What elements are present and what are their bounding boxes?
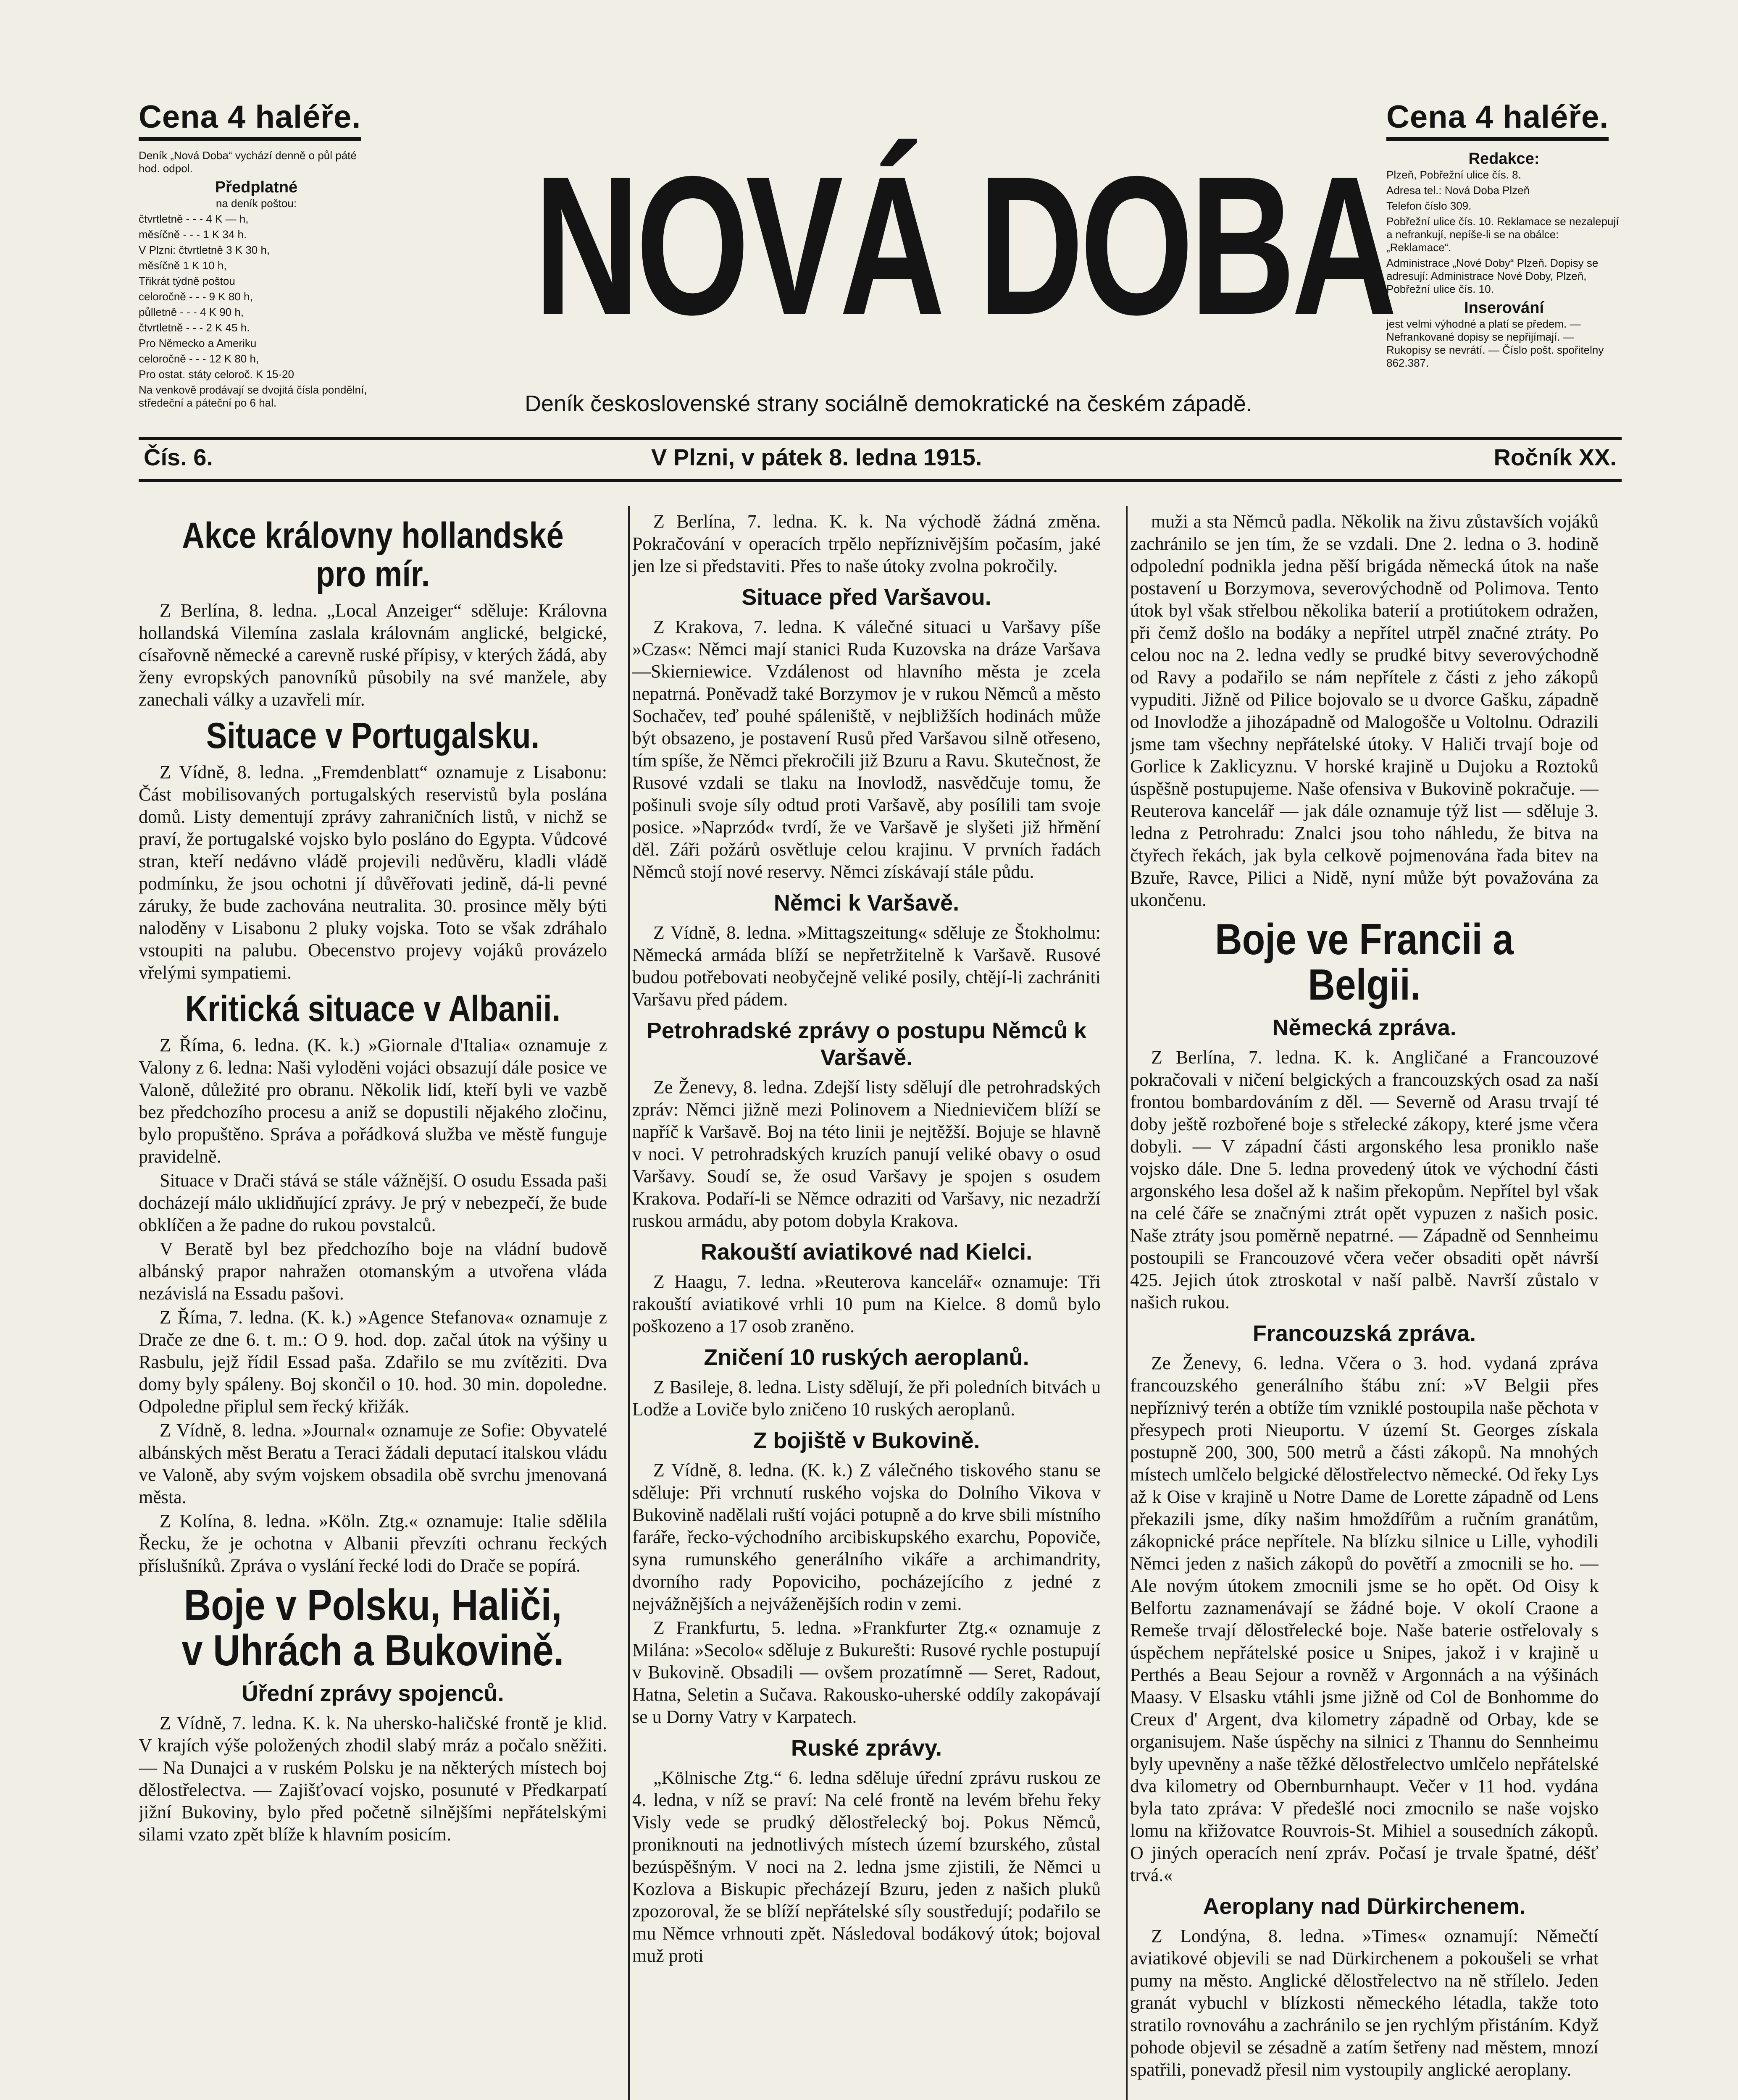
price-line: celoročně - - - 9 K 80 h, [139, 290, 253, 303]
issue-number: Čís. 6. [144, 444, 213, 470]
subheadline: Z bojiště v Bukovině. [753, 1428, 980, 1453]
headline: Akce královny hollandské pro mír. [182, 515, 564, 594]
article-text: Z Vídně, 8. ledna. „Fremdenblatt“ oznamuje z Lisabonu: Část mobilisovaných portugalských reservistů byla poslána domů. Listy dementují zprávy zahraničních listů, v nichž se praví, že portugalské vojsko bylo posláno do Egypta. Vůdcové stran, kteří nedávno vládě projevili nedůvěru, kladli vládě podmínku, že jsou ochotni jí důvěřovati jedině, dá-li pevné záruky, že bude zachována neutralita. 30. prosince měly býti naloděny v Lisabonu 2 pluky vojska. Toto se však zdráhalo vstoupiti na palubu. Obecenstvo projevy vojáků provázelo vřelými sympatiemi. [139, 762, 607, 983]
column-3 [1130, 510, 1599, 2100]
article-text: Z Basileje, 8. ledna. Listy sdělují, že při poledních bitvách u Lodže a Loviče bylo zničeno 10 ruských aeroplanů. [632, 1377, 1101, 1420]
price-line: měsíčně 1 K 10 h, [139, 259, 227, 272]
article-text: Z Vídně, 8. ledna. »Mittagszeitung« sděluje ze Štokholmu: Německá armáda blíží se nepřetržitelně k Varšavě. Rusové budou potřebovati neobyčejně veliké posily, chtějí-li zachrániti Varšavu před pádem. [632, 922, 1101, 1010]
subheadline: Němci k Varšavě. [773, 890, 960, 916]
column-rule [628, 506, 630, 2100]
price-line: V Plzni: čtvrtletně 3 K 30 h, [139, 244, 270, 256]
price-right: Cena 4 haléře. [1386, 99, 1609, 141]
price-line: půlletně - - - 4 K 90 h, [139, 306, 244, 318]
price-left: Cena 4 haléře. [139, 99, 361, 141]
newspaper-title: NOVÁ DOBA [534, 135, 1394, 356]
price-line: celoročně - - - 12 K 80 h, [139, 352, 259, 365]
headline-large: Boje v Polsku, Haliči, v Uhrách a Bukovině. [181, 1581, 564, 1675]
price-line: měsíčně - - - 1 K 34 h. [139, 228, 247, 241]
editorial-heading: Redakce: [1468, 150, 1540, 168]
issue-date: V Plzni, v pátek 8. ledna 1915. [651, 444, 982, 470]
newspaper-subtitle: Deník československé strany sociálně demokratické na českém západě. [525, 391, 1252, 416]
dateline [139, 441, 1622, 476]
article-text: Z Vídně, 7. ledna. K. k. Na uhersko-haličské frontě je klid. V krajích výše položených zhodil slabý mráz a počalo sněžiti. — Na Dunajci a v ruském Polsku je na některých místech boj dělostřelectva. — Zajišťovací vojsko, posunuté v Předkarpatí jižní Bukoviny, bylo před početně silnějšími nepřátelskými silami vzato zpět blíže k hlavním posicím. [139, 1713, 607, 1845]
article-text: Z Berlína, 7. ledna. K. k. Angličané a Francouzové pokračovali v ničení belgických a francouzských osad za naší frontou bombardováním z děl. — Severně od Arasu trvají té doby ještě rozbořené boje s střelecké zákopy, které jsme včera dobyli. — V západní části argonského lesa proniklo naše vojsko dále. Dne 5. ledna provedený útok ve východní části argonského lesa došel až k našim překopům. Nepřítel byl však na celé čáře se značnými ztrát opět vypuzen z našich posic. Naše ztráty jsou poměrně nepatrné. — Západně od Sennheimu postoupili se Francouzové včera večer obsaditi opět návrší 425. Jejich útok ztroskotal v naší palbě. Navrší zůstalo v našich rukou. [1130, 1047, 1599, 1312]
article-text: Z Vídně, 8. ledna. (K. k.) Z válečného tiskového stanu se sděluje: Při vrchnutí ruského vojska do Dolního Vikova v Bukovině nadělali ruští vojáci potupně a do krve sbili místního faráře, řecko-východního arcibiskupského exarchu, Popoviče, syna rumunského generálního vikáře a archimandrity, dvorního rady Popoviciho, pocházejícího z jedné z nejvážnějších a nejváženějších rodin v zemi. [632, 1460, 1101, 1614]
price-line: čtvrtletně - - - 2 K 45 h. [139, 321, 250, 334]
article-text: Z Vídně, 8. ledna. »Journal« oznamuje ze Sofie: Obyvatelé albánských měst Beratu a Teraci žádali deputací italskou vládu ve Valoně, aby svým vojskem obsadila obě svrchu jmenovaná města. [139, 1420, 607, 1507]
editorial-box [1386, 149, 1622, 372]
article-text: Z Frankfurtu, 5. ledna. »Frankfurter Ztg.« oznamuje z Milána: »Secolo« sděluje z Bukurešti: Rusové rychle postupují v Bukovině. Obsadili — ovšem prozatímně — Seret, Radout, Hatna, Seletin a Sučava. Rakousko-uherské oddíly zakopávají se u Dorny Vatry v Karpatech. [632, 1617, 1101, 1727]
column-rule [1126, 506, 1128, 2100]
article-text: Z Haagu, 7. ledna. »Reuterova kancelář« oznamuje: Tři rakouští aviatikové vrhli 10 pum na Kielce. 8 domů bylo poškozeno a 17 osob zraněno. [632, 1271, 1101, 1336]
column-1 [139, 510, 607, 2100]
editorial-line: Administrace „Nové Doby“ Plzeň. Dopisy se adresují: Administrace Nové Doby, Plzeň, Pobřežní ulice čís. 10. [1386, 257, 1599, 295]
column-2 [632, 510, 1101, 2100]
article-text: Z Říma, 6. ledna. (K. k.) »Giornale d'Italia« oznamuje z Valony z 6. ledna: Naši vyloděni vojáci obsazují dále posice ve Valoně, důležité pro obranu. Několik lidí, kteří byli ve vazbě bez předchozího procesu a aniž se dopustili nějakého zločinu, bylo propuštěno. Správa a pořádková služba ve městě funguje pravidelně. [139, 1035, 607, 1167]
volume-number: Ročník XX. [1493, 444, 1617, 470]
article-text: muži a sta Němců padla. Několik na živu zůstavších vojáků zachránilo se jen tím, že se vzdali. Dne 2. ledna o 3. hodině odpolední podnikla jedna pěší brigáda německá útok na naše postavení u Borzymova, severovýchodně od Polimova. Tento útok byl však střelbou několika baterií a protiútokem odražen, při čemž došlo na bodáky a nepřítel utrpěl značné ztráty. Po celou noc na 2. ledna vedly se prudké bitvy severovýchodně od Ravy a podařilo se nám nepřítele z části z jeho zákopů vypuditi. Jižně od Pilice bojovalo se u dvorce Gašku, západně od Inovlodže a jihozápadně od Malogošče u Voltolnu. Odrazili jsme tam všechny nepřátelské útoky. V Haliči trvají boje od Gorlice k Zaklicyznu. V horské krajině u Dujoku a Roztoků úspěšně postupujeme. Naše ofensiva v Bukovině pokračuje. — Reuterova kancelář — jak dále oznamuje týž list — sděluje 3. ledna z Petrohradu: Znalci jsou toho náhledu, že bitva na čtyřech řekách, jak byla celkově pojmenována řada bitev na Bzuře, Ravce, Pilici a Nidě, nyní může být považována za ukončenu. [1130, 511, 1599, 910]
article-text: Z Berlína, 7. ledna. K. k. Na východě žádná změna. Pokračování v operacích trpělo nepříznivějším počasím, jaké jen lze si představiti. Přes to naše útoky zvolna pokročily. [632, 511, 1101, 576]
article-text: Z Londýna, 8. ledna. »Times« oznamují: Němečtí aviatikové objevili se nad Dürkirchenem a pokoušeli se vrhat pumy na město. Anglické dělostřelectvo na ně střílelo. Jeden granát vybuchl v blízkosti německého létadla, takže toto stratilo rovnováhu a zachránilo se jen rychlým přistáním. Když pohode objevil se zésadně a zatím šetřeny nad městem, mnozí spatřili, ponevadž přesil nim vystoupily anglické aeroplany. [1130, 1926, 1599, 2080]
article-text: Z Berlína, 8. ledna. „Local Anzeiger“ sděluje: Královna hollandská Vilemína zaslala královnám anglické, belgické, císařovně německé a carevně ruské přípisy, v kterých žádá, aby ženy evropských panovníků působily na své manžele, aby zanechali války a uzavřeli mír. [139, 600, 607, 710]
intro-text: Deník „Nová Doba“ vychází denně o půl páté hod. odpol. [139, 149, 357, 175]
article-text: Ze Ženevy, 6. ledna. Včera o 3. hod. vydaná zpráva francouzského generálního štábu zní: »V Belgii přes nepříznivý terén a obtíže tím vzniklé postoupila naše pěchota v přesypech proti Nieuportu. V území St. Georges získala postupně 200, 300, 500 metrů a části zákopů. Na mnohých místech umlčelo belgické dělostřelectvo německé. Od řeky Lys až k Oise v krajině u Notre Dame de Lorette západně od Lens překazili jsme, díky našim hmoždířům a ručním granátům, zákopnické práce nepřítele. Na blízku silnice u Lille, vyhodili Němci jeden z našich zákopů do povětří a zmocnili se ho. — Ale novým útokem zmocnili jsme se ho opět. Od Oisy k Belfortu zaznamenávají se žádné boje. V okolí Craone a Remeše trvají dělostřelecké boje. Naše baterie ostřelovaly s úspěchem nepřátelské posice u Snipes, jakož i v krajině u Perthés a Beau Sejour a rovněž v Argonnách a na výšinách Maasy. V Elsasku vtáhli jsme jižně od Col de Bonhomme do Creux d' Argent, dva kilometry západně od Orbay, kde se organisujem. Naše úspěchy na silnici z Thannu do Sennheimu byly upevněny a naše těžké dělostřelectvo umlčelo nepřátelské dva kilometry od Obernburnhaupt. Večer v 11 hod. vydána byla tato zpráva: V předešlé noci zmocnilo se naše vojsko lomu na křižovatce Rouvrois-St. Mihiel a sousedních zákopů. O jiných operacích není zpráv. Počasí je trvale špatné, déšť trvá.« [1130, 1353, 1599, 1885]
subheadline: Zničení 10 ruských aeroplanů. [704, 1345, 1029, 1370]
headline: Situace v Portugalsku. [206, 716, 540, 756]
subscription-sub: na deník poštou: [216, 197, 297, 210]
subheadline: Rakouští aviatikové nad Kielci. [700, 1239, 1033, 1265]
article-text: Ze Ženevy, 8. ledna. Zdejší listy sdělují dle petrohradských zpráv: Němci jižně mezi Polinovem a Niednievičem blíží se napříč k Varšavě. Boj na této linii je nejtěžší. Bojuje se hlavně v noci. V petrohradských kruzích panují veliké obavy o osud Varšavy. Soudí se, že osud Varšavy je spojen s osudem Krakova. Podaří-li se Němce odraziti od Varšavy, nic nezadrží ruskou armádu, aby potom dobyla Krakova. [632, 1077, 1101, 1231]
subheadline: Aeroplany nad Dürkirchenem. [1203, 1894, 1526, 1919]
price-line: čtvrtletně - - - 4 K — h, [139, 213, 249, 225]
article-text: Z Kolína, 8. ledna. »Köln. Ztg.« oznamuje: Italie sdělila Řecku, že je ochotna v Albanii převzíti ochranu řeckých příslušníků. Zpráva o vyslání řecké lodi do Drače se popírá. [139, 1511, 607, 1576]
subheadline: Úřední zprávy spojenců. [242, 1681, 504, 1706]
article-text: Z Krakova, 7. ledna. K válečné situaci u Varšavy píše »Czas«: Němci mají stanici Ruda Kuzovska na dráze Varšava—Skierniewice. Vzdálenost od hlavního města je zcela nepatrná. Poněvadž také Borzymov je v rukou Němců a město Sochačev, teď pouhé spáleniště, v nejbližších hodinách může být obsazeno, je postavení Rusů před Varšavou silně otřeseno, tím spíše, že Němci překročili již Bzuru a Ravu. Skutečnost, že Rusové vzdali se tlaku na Inovlodž, nasvědčuje tomu, že pošinuli svoje síly odtud proti Varšavě, aby posílili tam svoje posice. »Naprzód« tvrdí, že ve Varšavě je slyšeti již hřmění děl. Záři požárů osvětluje celou krajinu. V prvních řadách Němců stojí nové reservy. Němci získávají stále půdu. [632, 617, 1101, 882]
article-text: Z Říma, 7. ledna. (K. k.) »Agence Stefanova« oznamuje z Drače ze dne 6. t. m.: O 9. hod. dop. začal útok na výšiny u Rasbulu, jejž řídil Essad paša. Zdařilo se mu zvítěziti. Dva domy byly spáleny. Boj skončil o 10. hod. 30 min. dopoledne. Odpoledne připlul sem řecký křižák. [139, 1307, 607, 1417]
subscription-heading: Předplatné [215, 178, 298, 196]
price-line: Na venkově prodávají se dvojitá čísla pondělní, středeční a páteční po 6 hal. [139, 383, 367, 409]
subheadline: Situace před Varšavou. [741, 585, 991, 610]
subheadline: Ruské zprávy. [791, 1735, 942, 1761]
article-text: V Beratě byl bez předchozího boje na vládní budově albánský prapor nahražen otomanským a utvořena vláda nezávislá na Essadu pašovi. [139, 1239, 607, 1304]
rule-bottom [139, 479, 1622, 482]
headline: Kritická situace v Albanii. [185, 989, 561, 1029]
advertising-heading: Inserování [1464, 299, 1544, 317]
article-text: „Kölnische Ztg.“ 6. ledna sděluje úřední zprávu ruskou ze 4. ledna, v níž se praví: Na celé frontě na levém břehu řeky Visly vede se prudký dělostřelecký boj. Pokus Němců, proniknouti na jednotlivých místech území bzurského, zůstal bezúspěšným. V noci na 2. ledna jsme zjistili, že Němci u Kozlova a Biskupic přecházejí Bzuru, jeden z našich pluků zpozoroval, že se blíží nepřátelské síly soustředují; podařilo se mu Němce vrhnouti zpět. Následoval bodákový útok; bojoval muž proti [632, 1767, 1101, 1966]
editorial-line: Telefon číslo 309. [1386, 200, 1472, 212]
editorial-line: Adresa tel.: Nová Doba Plzeň [1386, 184, 1530, 197]
subheadline: Francouzská zpráva. [1252, 1321, 1476, 1346]
article-text: Situace v Drači stává se stále vážnější. O osudu Essada paši docházejí málo uklidňující zprávy. Je prý v nebezpečí, že bude obklíčen a že padne do rukou povstalců. [139, 1170, 607, 1235]
headline-large: Boje ve Francii a Belgii. [1215, 915, 1514, 1009]
subheadline: Německá zpráva. [1272, 1015, 1457, 1040]
price-line: Pro Německo a Ameriku [139, 337, 257, 349]
editorial-line: Plzeň, Pobřežní ulice čís. 8. [1386, 168, 1521, 181]
price-line: Pro ostat. státy celoroč. K 15·20 [139, 368, 294, 381]
advertising-line: jest velmi výhodné a platí se předem. — Nefrankované dopisy se nepřijímají. — Rukopisy se nevrátí. — Číslo pošt. spořitelny 862.387. [1386, 318, 1604, 369]
rule-top [139, 437, 1622, 440]
editorial-line: Pobřežní ulice čís. 10. Reklamace se nezalepují a nefrankují, nepíše-li se na obálce: „Reklamace“. [1386, 215, 1619, 254]
price-line: Třikrát týdně poštou [139, 275, 235, 287]
subheadline: Petrohradské zprávy o postupu Němců k Varšavě. [646, 1018, 1087, 1070]
subscription-box [139, 149, 374, 412]
